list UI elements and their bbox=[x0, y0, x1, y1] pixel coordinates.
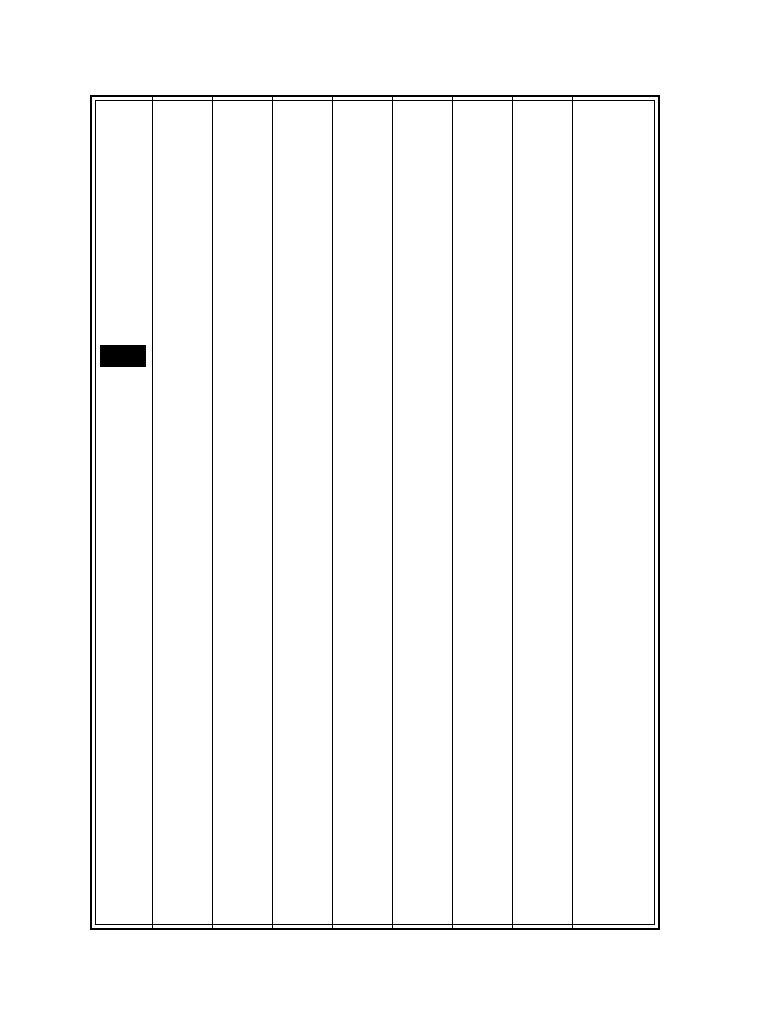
margin-spine bbox=[100, 95, 146, 930]
page-frame bbox=[90, 95, 660, 930]
text-column-5 bbox=[334, 105, 390, 151]
inner-frame bbox=[95, 100, 655, 925]
column-rule bbox=[272, 97, 273, 928]
text-column-4 bbox=[394, 105, 450, 151]
column-rule bbox=[512, 97, 513, 928]
spine-fishtail-mark bbox=[100, 345, 146, 367]
column-rule bbox=[452, 97, 453, 928]
text-column-8 bbox=[154, 105, 210, 151]
column-rule bbox=[572, 97, 573, 928]
column-rule bbox=[332, 97, 333, 928]
text-column-6 bbox=[274, 105, 330, 151]
text-column-7 bbox=[214, 105, 270, 151]
column-rule bbox=[152, 97, 153, 928]
annotation-column-1 bbox=[154, 617, 210, 649]
spine-title bbox=[100, 95, 146, 139]
column-rule bbox=[212, 97, 213, 928]
text-column-2 bbox=[514, 105, 570, 151]
text-column-3 bbox=[454, 105, 510, 151]
text-column-1 bbox=[574, 105, 630, 151]
column-rule bbox=[392, 97, 393, 928]
